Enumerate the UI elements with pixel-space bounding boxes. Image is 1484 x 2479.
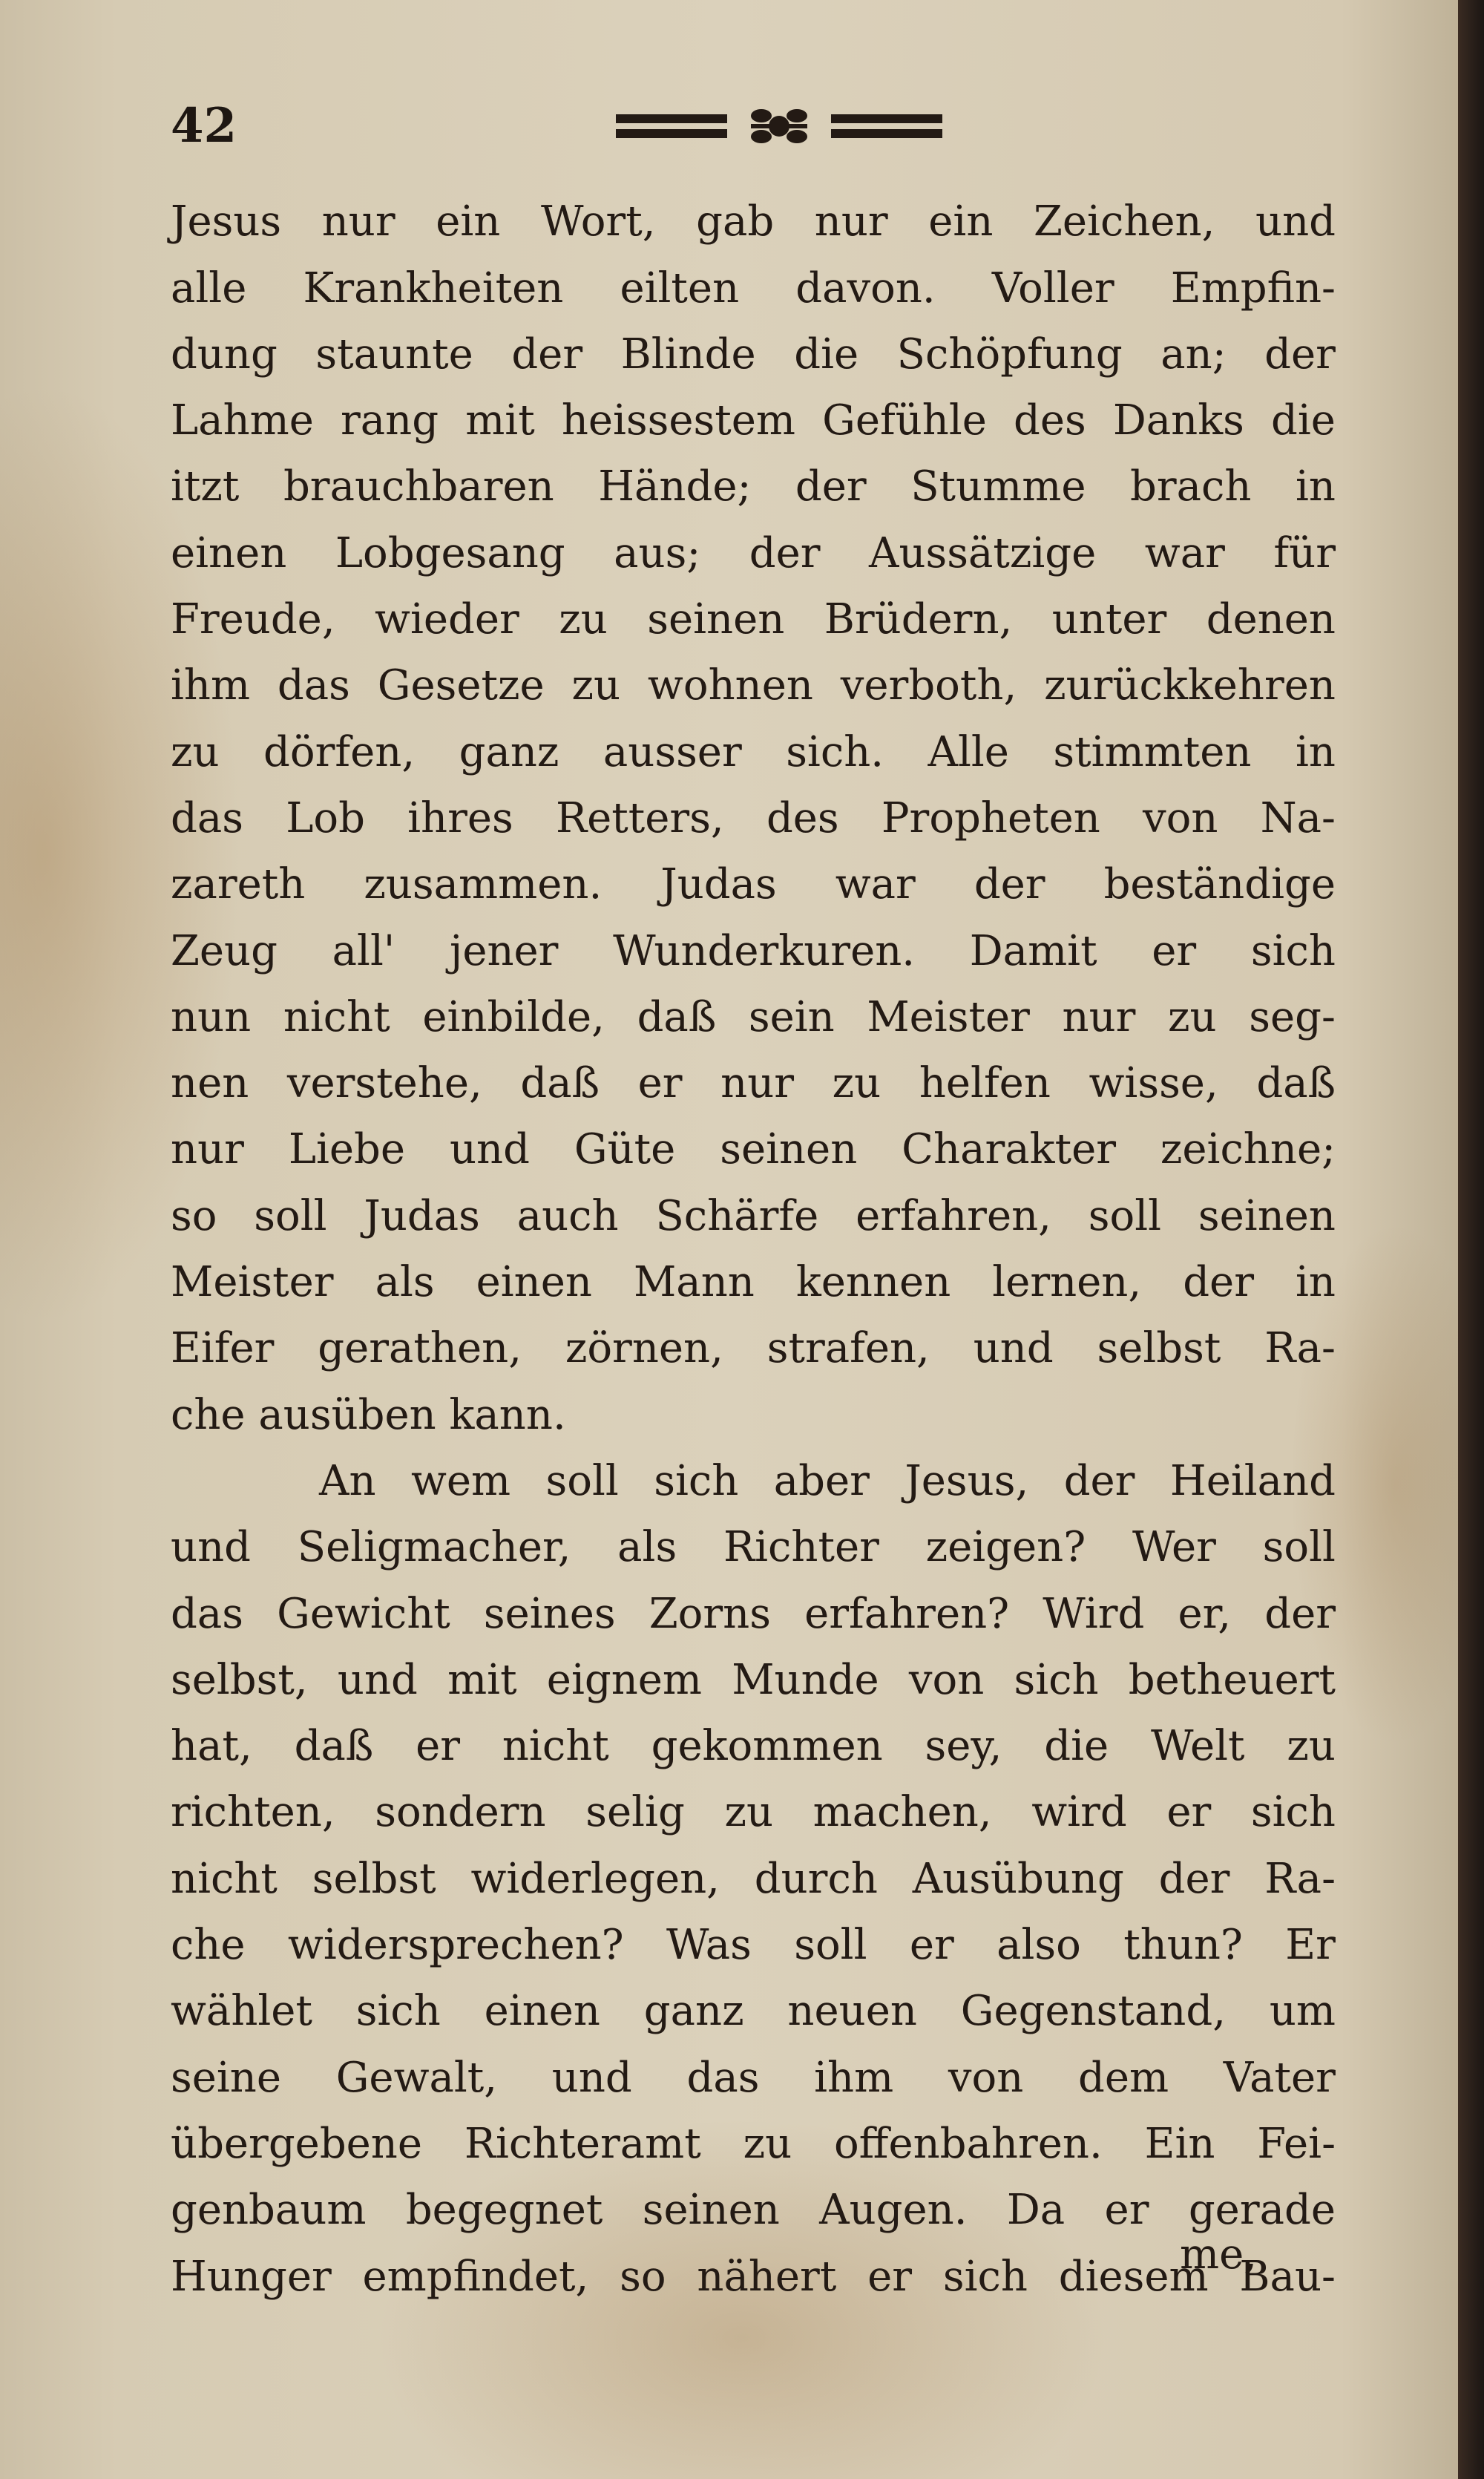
text-line: alle Krankheiten eilten davon. Voller Empfin- <box>171 263 1336 312</box>
text-line: hat, daß er nicht gekommen sey, die Welt zu <box>171 1722 1336 1771</box>
text-line: itzt brauchbaren Hände; der Stumme brach in <box>171 462 1336 511</box>
text-line: nicht selbst widerlegen, durch Ausübung der Ra- <box>171 1854 1336 1903</box>
text-line: so soll Judas auch Schärfe erfahren, soll seinen <box>171 1191 1336 1240</box>
ornament-icon <box>616 102 942 150</box>
text-line: selbst, und mit eignem Munde von sich betheuert <box>171 1655 1336 1704</box>
text-line: und Seligmacher, als Richter zeigen? Wer soll <box>171 1523 1336 1572</box>
book-edge <box>1458 0 1484 2479</box>
text-line: übergebene Richteramt zu offenbahren. Ein Fei- <box>171 2119 1336 2168</box>
body-text <box>171 180 1336 2301</box>
text-line: Hunger empfindet, so nähert er sich diesem Bau- <box>171 2252 1336 2301</box>
page-header <box>171 96 1336 156</box>
text-line: ihm das Gesetze zu wohnen verboth, zurückkehren <box>171 661 1336 710</box>
text-line: Meister als einen Mann kennen lernen, der in <box>171 1258 1336 1307</box>
text-line: An wem soll sich aber Jesus, der Heiland <box>319 1456 1336 1505</box>
text-line: Freude, wieder zu seinen Brüdern, unter denen <box>171 595 1336 644</box>
text-line: zu dörfen, ganz ausser sich. Alle stimmten in <box>171 727 1336 776</box>
text-line: seine Gewalt, und das ihm von dem Vater <box>171 2053 1336 2102</box>
text-line: das Lob ihres Retters, des Propheten von Na- <box>171 793 1336 842</box>
text-line: nur Liebe und Güte seinen Charakter zeichne; <box>171 1125 1336 1174</box>
text-line: dung staunte der Blinde die Schöpfung an; der <box>171 330 1336 379</box>
text-line: che ausüben kann. <box>171 1390 566 1439</box>
text-line: einen Lobgesang aus; der Aussätzige war für <box>171 528 1336 577</box>
text-line: das Gewicht seines Zorns erfahren? Wird er, der <box>171 1589 1336 1638</box>
text-line: che widersprechen? Was soll er also thun? Er <box>171 1921 1336 1970</box>
text-line: Zeug all' jener Wunderkuren. Damit er sich <box>171 926 1336 975</box>
text-line: Jesus nur ein Wort, gab nur ein Zeichen, und <box>171 197 1336 246</box>
catchword: me, <box>1180 2230 1258 2279</box>
text-line: genbaum begegnet seinen Augen. Da er gerade <box>171 2186 1336 2235</box>
text-line: nen verstehe, daß er nur zu helfen wisse, daß <box>171 1059 1336 1108</box>
text-line: Eifer gerathen, zörnen, strafen, und selbst Ra- <box>171 1324 1336 1373</box>
text-line: Lahme rang mit heissestem Gefühle des Danks die <box>171 396 1336 445</box>
page-number: 42 <box>171 98 237 154</box>
text-line: richten, sondern selig zu machen, wird er sich <box>171 1788 1336 1837</box>
text-line: zareth zusammen. Judas war der beständige <box>171 860 1336 909</box>
text-line: nun nicht einbilde, daß sein Meister nur zu seg- <box>171 992 1336 1041</box>
text-line: wählet sich einen ganz neuen Gegenstand, um <box>171 1987 1336 2036</box>
